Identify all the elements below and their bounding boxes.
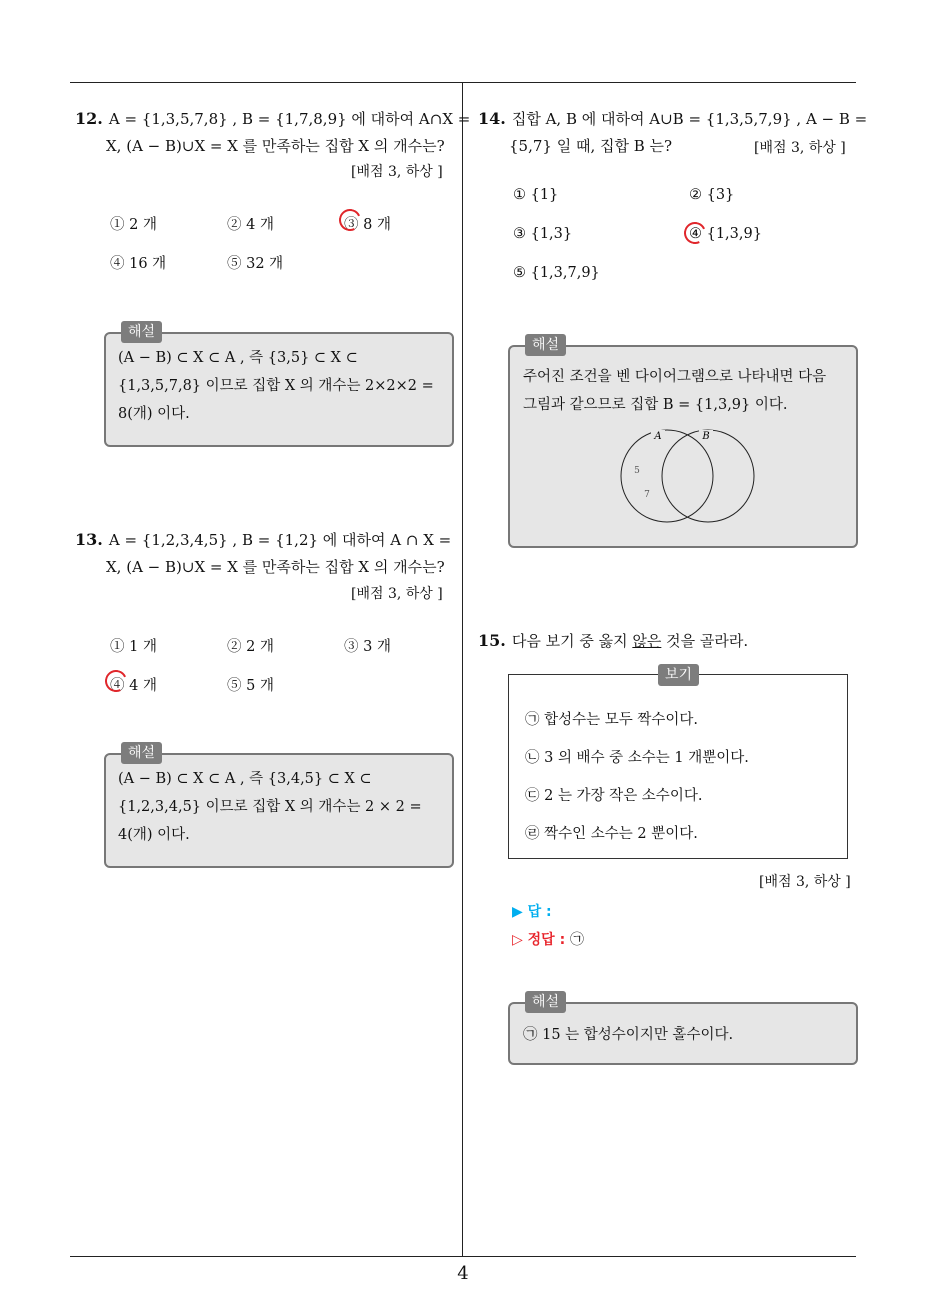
q15-text-underlined: 않은 (632, 632, 662, 650)
q15-line1 (478, 631, 748, 651)
venn-circle-b (662, 430, 754, 522)
page-number: 4 (457, 1263, 469, 1284)
q14-choice-2[interactable]: ② {3} (689, 187, 735, 203)
q13-solution-tag: 해설 (121, 742, 162, 764)
q14-solution-tag: 해설 (525, 334, 566, 356)
bogi-box (508, 674, 848, 859)
q12-line2: X, (A − B)∪X = X 를 만족하는 집합 X 의 개수는? (106, 137, 445, 155)
q12-choice-1[interactable]: ① 2 개 (110, 217, 157, 233)
q13-choice-1[interactable]: ① 1 개 (110, 639, 157, 655)
q15-text-b: 것을 골라라. (661, 632, 749, 650)
q13-choice-3[interactable]: ③ 3 개 (344, 639, 391, 655)
venn-label-b: B (702, 431, 710, 442)
q13-choice-2[interactable]: ② 2 개 (227, 639, 274, 655)
q14-solution-box (508, 345, 858, 548)
q13-score: [배점 3, 하상 ] (351, 586, 443, 602)
venn-element-5: 5 (634, 466, 640, 476)
q14-score: [배점 3, 하상 ] (754, 140, 846, 156)
q12-score: [배점 3, 하상 ] (351, 164, 443, 180)
q14-number: 14. (478, 109, 506, 128)
q13-solution-box (104, 753, 454, 868)
q12-choice-4[interactable]: ④ 16 개 (110, 256, 167, 272)
q13-choice-5[interactable]: ⑤ 5 개 (227, 678, 274, 694)
q13-line2: X, (A − B)∪X = X 를 만족하는 집합 X 의 개수는? (106, 558, 445, 576)
q14-sol-line2: 그림과 같으므로 집합 B = {1,3,9} 이다. (523, 397, 788, 413)
answer-field-label[interactable]: ▶ 답 : (512, 904, 552, 920)
correct-answer-value: ㉠ (570, 932, 585, 948)
q12-choice-3[interactable]: ③ 8 개 (344, 217, 391, 233)
q15-text-a: 다음 보기 중 옳지 (511, 632, 633, 650)
q12-number: 12. (75, 109, 103, 128)
q14-sol-line1: 주어진 조건을 벤 다이어그램으로 나타내면 다음 (523, 369, 827, 385)
venn-diagram (610, 427, 760, 527)
bogi-item-3: ㉢ 2 는 가장 작은 소수이다. (525, 788, 703, 804)
venn-element-7: 7 (644, 490, 650, 500)
q13-sol-line1: (A − B) ⊂ X ⊂ A , 즉 {3,4,5} ⊂ X ⊂ (118, 771, 372, 787)
q13-choice-4[interactable]: ④ 4 개 (110, 678, 157, 694)
q15-sol-line1: ㉠ 15 는 합성수이지만 홀수이다. (523, 1027, 734, 1043)
q12-choice-2[interactable]: ② 4 개 (227, 217, 274, 233)
q14-choice-4[interactable]: ④ {1,3,9} (689, 226, 762, 242)
q13-text1: A = {1,2,3,4,5} , B = {1,2} 에 대하여 A ∩ X = (108, 531, 452, 549)
q15-score: [배점 3, 하상 ] (759, 874, 851, 890)
q12-line1 (75, 109, 470, 129)
q14-choice-5[interactable]: ⑤ {1,3,7,9} (513, 265, 600, 281)
q12-sol-line3: 8(개) 이다. (118, 406, 190, 422)
bogi-item-1: ㉠ 합성수는 모두 짝수이다. (525, 712, 699, 728)
q12-solution-tag: 해설 (121, 321, 162, 343)
venn-circle-a (621, 430, 713, 522)
q13-line1 (75, 530, 451, 550)
answer-mark-circle (681, 219, 709, 247)
q14-choice-3[interactable]: ③ {1,3} (513, 226, 573, 242)
q14-line2: {5,7} 일 때, 집합 B 는? (509, 137, 673, 155)
q12-text1: A = {1,3,5,7,8} , B = {1,7,8,9} 에 대하여 A∩X = (108, 110, 471, 128)
q12-choice-5[interactable]: ⑤ 32 개 (227, 256, 284, 272)
bogi-item-4: ㉣ 짝수인 소수는 2 뿐이다. (525, 826, 698, 842)
venn-label-a: A (654, 431, 662, 442)
q13-sol-line2: {1,2,3,4,5} 이므로 집합 X 의 개수는 2 × 2 = (118, 799, 422, 815)
top-rule (70, 82, 856, 83)
bogi-tag: 보기 (658, 664, 699, 686)
q12-sol-line1: (A − B) ⊂ X ⊂ A , 즉 {3,5} ⊂ X ⊂ (118, 350, 358, 366)
q12-solution-box (104, 332, 454, 447)
bogi-item-2: ㉡ 3 의 배수 중 소수는 1 개뿐이다. (525, 750, 749, 766)
q15-solution-tag: 해설 (525, 991, 566, 1013)
q14-line1 (478, 109, 867, 129)
q14-text1: 집합 A, B 에 대하여 A∪B = {1,3,5,7,9} , A − B = (511, 110, 868, 128)
bottom-rule (70, 1256, 856, 1257)
q13-sol-line3: 4(개) 이다. (118, 827, 190, 843)
column-divider (462, 83, 463, 1257)
q12-sol-line2: {1,3,5,7,8} 이므로 집합 X 의 개수는 2×2×2 = (118, 378, 434, 394)
q14-choice-1[interactable]: ① {1} (513, 187, 559, 203)
q15-number: 15. (478, 631, 506, 650)
correct-answer-label (512, 929, 584, 949)
q13-number: 13. (75, 530, 103, 549)
correct-answer-text: ▷ 정답 : (512, 932, 566, 948)
